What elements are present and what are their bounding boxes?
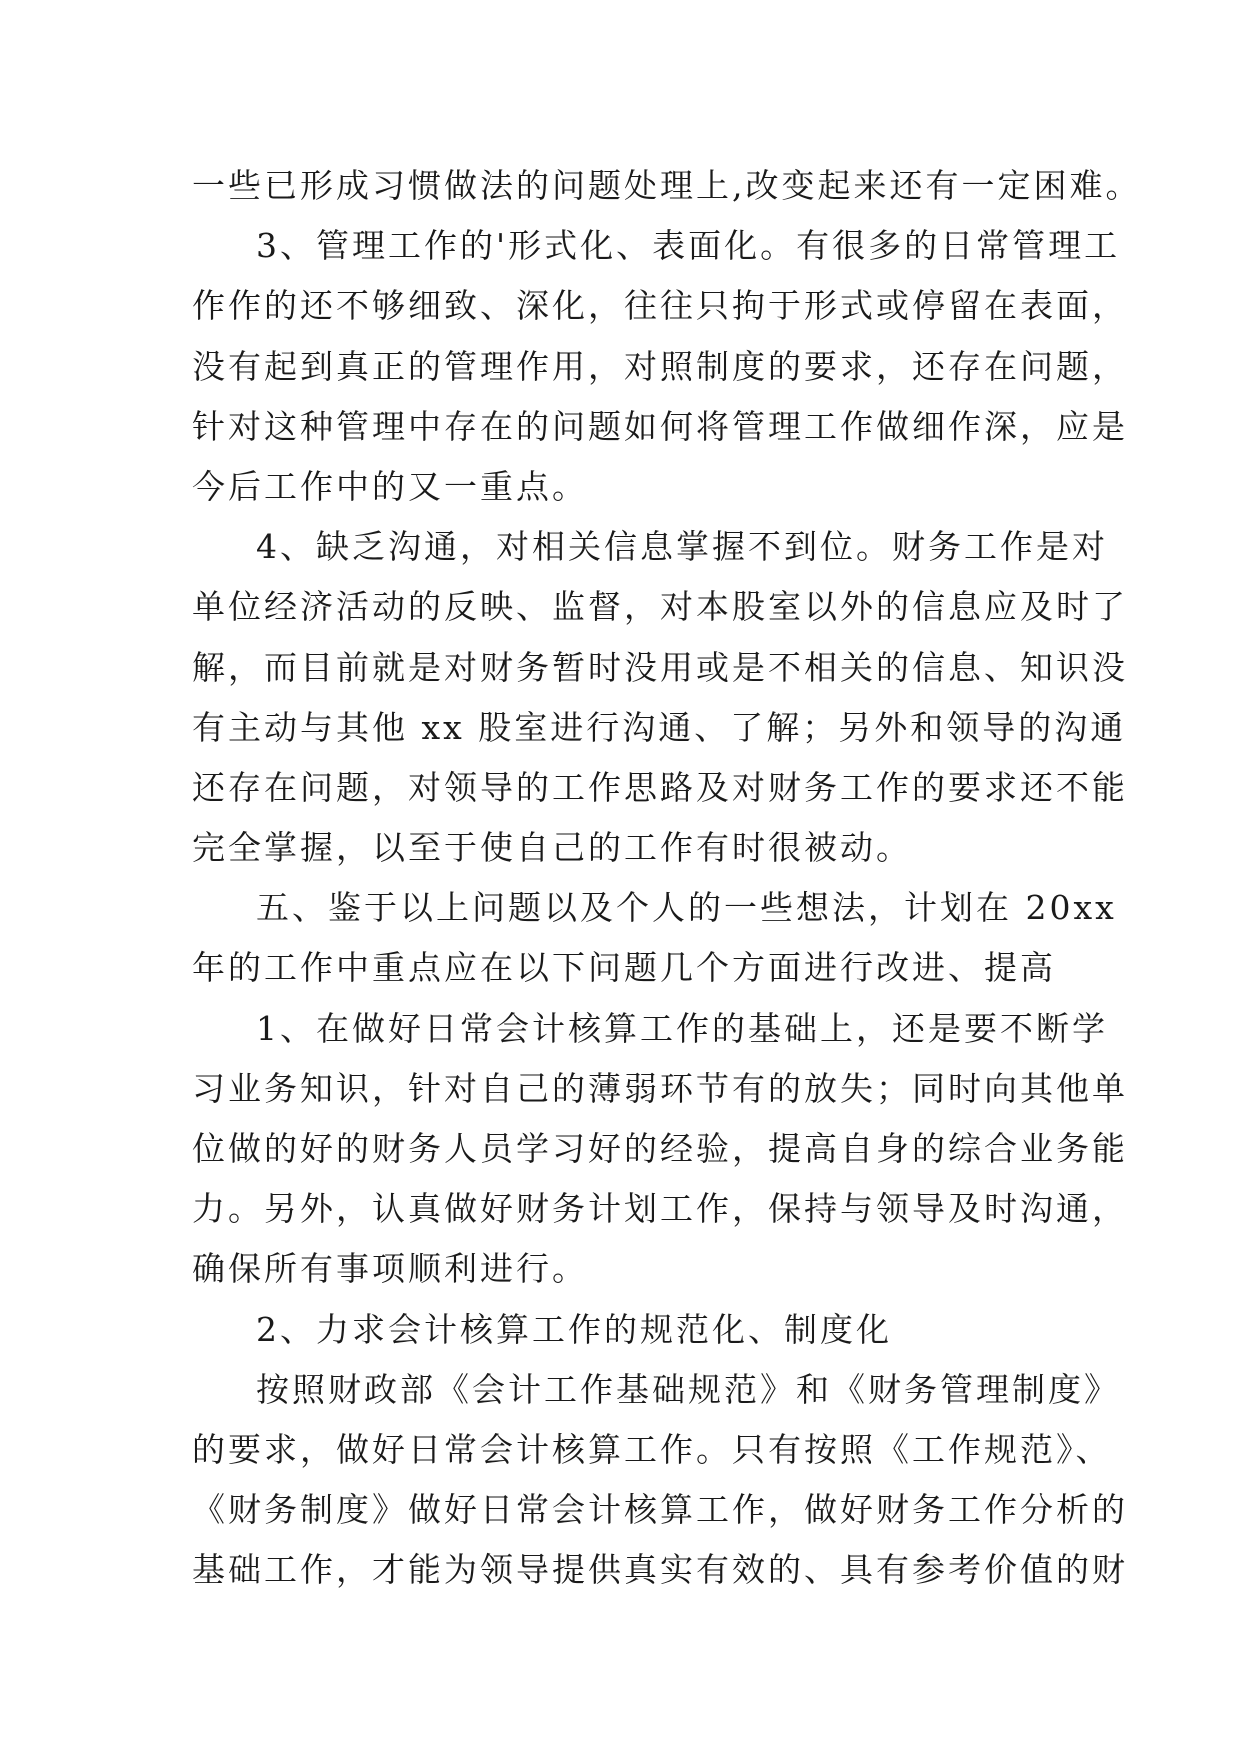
text-line: 还存在问题，对领导的工作思路及对财务工作的要求还不能 [192,767,1128,807]
text-line: 年的工作中重点应在以下问题几个方面进行改进、提高 [192,948,1056,988]
text-line: 有主动与其他 xx 股室进行沟通、了解；另外和领导的沟通 [192,707,1127,747]
text-line: 单位经济活动的反映、监督，对本股室以外的信息应及时了 [192,587,1128,627]
text-line: 3、管理工作的'形式化、表面化。有很多的日常管理工 [256,226,1121,266]
text-line: 五、鉴于以上问题以及个人的一些想法，计划在 20xx [256,888,1117,928]
text-line: 4、缺乏沟通，对相关信息掌握不到位。财务工作是对 [256,527,1108,567]
text-line: 完全掌握，以至于使自己的工作有时很被动。 [192,828,912,868]
document-body [192,156,1142,1601]
text-line: 没有起到真正的管理作用，对照制度的要求，还存在问题， [192,346,1128,386]
text-line: 作作的还不够细致、深化，往往只拘于形式或停留在表面， [192,286,1128,326]
text-line: 位做的好的财务人员学习好的经验，提高自身的综合业务能 [192,1129,1128,1168]
text-line: 针对这种管理中存在的问题如何将管理工作做细作深，应是 [192,406,1128,446]
text-line: 确保所有事项顺利进行。 [192,1249,588,1289]
text-line: 1、在做好日常会计核算工作的基础上，还是要不断学 [256,1008,1108,1048]
text-line: 2、力求会计核算工作的规范化、制度化 [256,1309,892,1349]
text-line: 力。另外，认真做好财务计划工作，保持与领导及时沟通， [192,1189,1128,1229]
text-line: 一些已形成习惯做法的问题处理上,改变起来还有一定困难。 [192,166,1142,205]
text-line: 解，而目前就是对财务暂时没用或是不相关的信息、知识没 [192,647,1128,687]
text-line: 基础工作，才能为领导提供真实有效的、具有参考价值的财 [192,1550,1128,1590]
text-line: 的要求，做好日常会计核算工作。只有按照《工作规范》、 [192,1429,1112,1469]
text-line: 今后工作中的又一重点。 [192,466,588,506]
text-line: 《财务制度》做好日常会计核算工作，做好财务工作分析的 [192,1490,1128,1530]
text-line: 按照财政部《会计工作基础规范》和《财务管理制度》 [256,1369,1120,1409]
text-line: 习业务知识，针对自己的薄弱环节有的放失；同时向其他单 [192,1068,1128,1108]
